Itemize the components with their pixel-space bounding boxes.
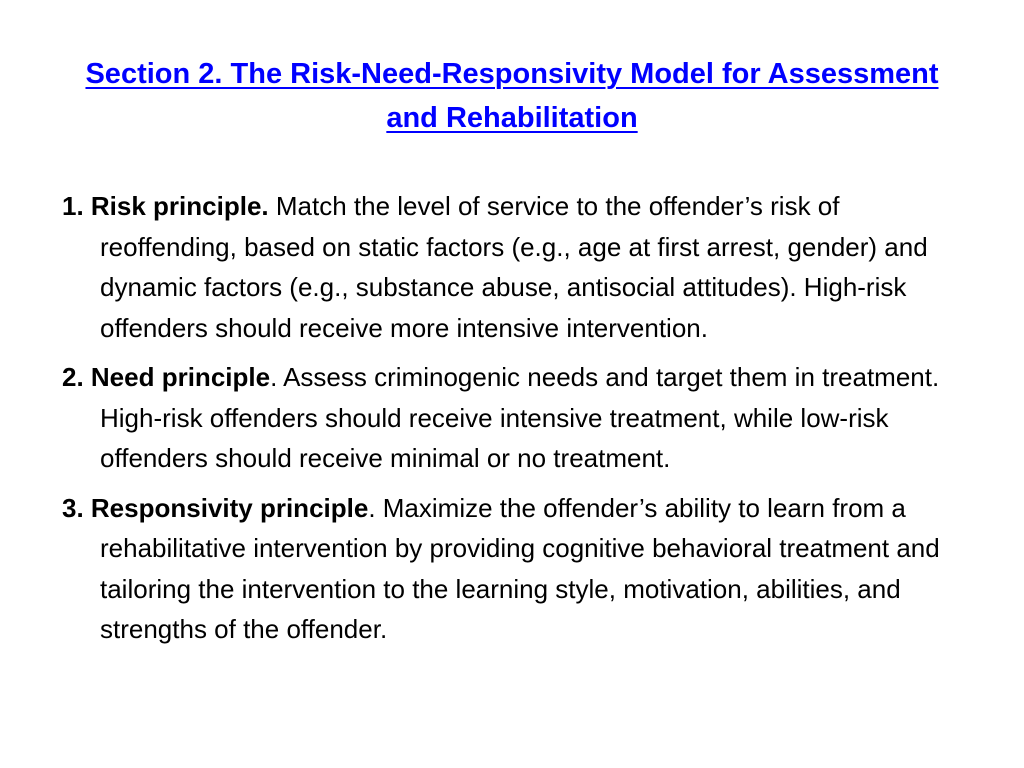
- principle-item-need: [62, 357, 962, 479]
- principle-lead: 2. Need principle: [62, 362, 271, 392]
- principle-text: . Maximize the offender’s ability to learn from a rehabilitative intervention by providing cognitive behavioral treatment and tailoring the intervention to the learning style, motivation, abilities, and strengths of the offender.: [100, 492, 940, 644]
- principle-text: Match the level of service to the offender’s risk of reoffending, based on static factors (e.g., age at first arrest, gender) and dynamic factors (e.g., substance abuse, antisocial attitudes). High-risk offenders should receive more intensive intervention.: [100, 191, 928, 343]
- principle-item-responsivity: [62, 488, 962, 650]
- principle-lead: 3. Responsivity principle: [62, 492, 369, 523]
- principle-text: . Assess criminogenic needs and target them in treatment. High-risk offenders should receive intensive treatment, while low-risk offenders should receive minimal or no treatment.: [100, 362, 940, 473]
- principles-list: [62, 186, 962, 659]
- title-link[interactable]: Section 2. The Risk-Need-Responsivity Model for Assessment and Rehabilitation: [85, 58, 939, 134]
- principle-item-risk: [62, 186, 962, 348]
- principle-lead: 1. Risk principle.: [62, 191, 269, 221]
- slide-title: [60, 52, 964, 140]
